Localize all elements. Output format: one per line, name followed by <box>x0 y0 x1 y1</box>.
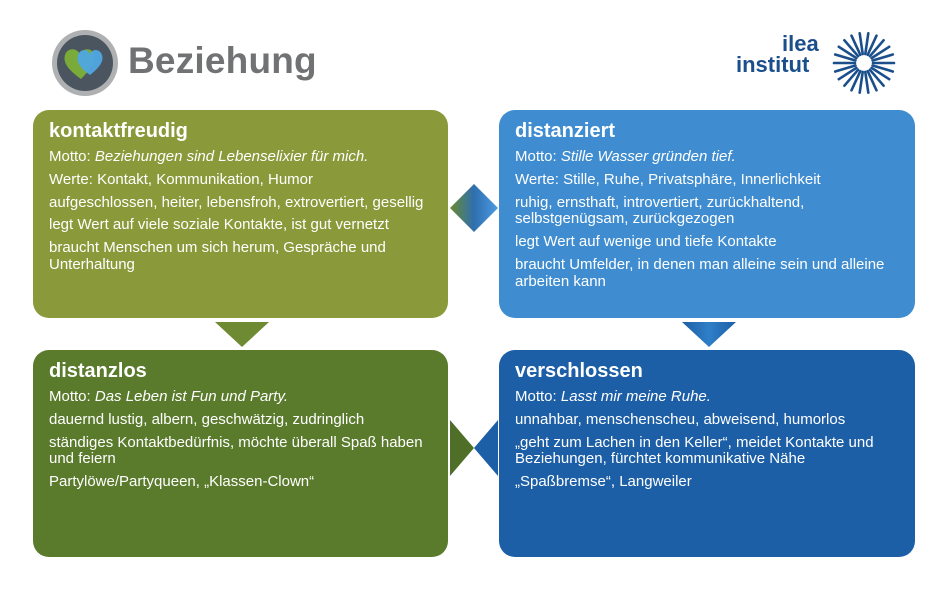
motto-line <box>49 389 434 406</box>
motto-line <box>515 389 901 406</box>
motto-text: Das Leben ist Fun und Party. <box>94 388 289 405</box>
motto-line <box>515 149 901 166</box>
ilea-institut-logo <box>734 30 904 96</box>
box-kontaktfreudig <box>33 110 448 318</box>
icon-background <box>57 35 113 91</box>
box-title: distanzlos <box>49 360 147 382</box>
motto-text: Stille Wasser gründen tief. <box>560 148 736 165</box>
two-hearts-icon <box>57 35 113 91</box>
box-line: Partylöwe/Partyqueen, „Klassen-Clown“ <box>49 473 315 491</box>
motto-line <box>49 149 434 166</box>
box-line: legt Wert auf viele soziale Kontakte, ist gut vernetzt <box>49 216 389 234</box>
diamond-connector <box>449 183 499 233</box>
logo-text-institut: institut <box>736 52 810 77</box>
motto-label: Motto: <box>49 388 95 405</box>
box-line: Werte: Kontakt, Kommunikation, Humor <box>49 170 313 188</box>
box-title: distanziert <box>515 120 616 142</box>
box-distanzlos <box>33 350 448 557</box>
box-distanziert <box>499 110 915 318</box>
motto-text: Lasst mir meine Ruhe. <box>560 388 711 405</box>
motto-text: Beziehungen sind Lebenselixier für mich. <box>94 148 369 165</box>
box-line: Werte: Stille, Ruhe, Privatsphäre, Innerlichkeit <box>515 170 821 188</box>
box-line: „geht zum Lachen in den Keller“, meidet Kontakte und Beziehungen, fürchtet kommunikative Nähe <box>515 433 874 468</box>
motto-label: Motto: <box>515 148 561 165</box>
box-verschlossen <box>499 350 915 557</box>
box-line: dauernd lustig, albern, geschwätzig, zudringlich <box>49 410 365 428</box>
box-line: legt Wert auf wenige und tiefe Kontakte <box>515 233 777 251</box>
motto-label: Motto: <box>49 148 95 165</box>
box-line: braucht Umfelder, in denen man alleine sein und alleine arbeiten kann <box>515 255 885 290</box>
box-line: ständiges Kontaktbedürfnis, möchte überall Spaß haben und feiern <box>49 433 423 468</box>
box-title: kontaktfreudig <box>49 120 188 142</box>
logo-text-ilea: ilea <box>782 31 819 56</box>
down-arrow-blue <box>682 322 736 348</box>
box-line: unnahbar, menschenscheu, abweisend, humorlos <box>515 410 846 428</box>
box-line: „Spaßbremse“, Langweiler <box>515 473 692 491</box>
sunburst-icon <box>826 30 896 96</box>
box-title: verschlossen <box>515 360 643 382</box>
page-title: Beziehung <box>128 40 317 81</box>
header-icon-circle <box>52 30 118 96</box>
motto-label: Motto: <box>515 388 561 405</box>
box-line: aufgeschlossen, heiter, lebensfroh, extrovertiert, gesellig <box>49 193 424 211</box>
box-line: ruhig, ernsthaft, introvertiert, zurückhaltend, selbstgenügsam, zurückgezogen <box>515 193 805 228</box>
down-arrow-green <box>215 322 269 348</box>
bowtie-connector <box>450 420 498 476</box>
box-line: braucht Menschen um sich herum, Gespräche und Unterhaltung <box>49 239 386 273</box>
